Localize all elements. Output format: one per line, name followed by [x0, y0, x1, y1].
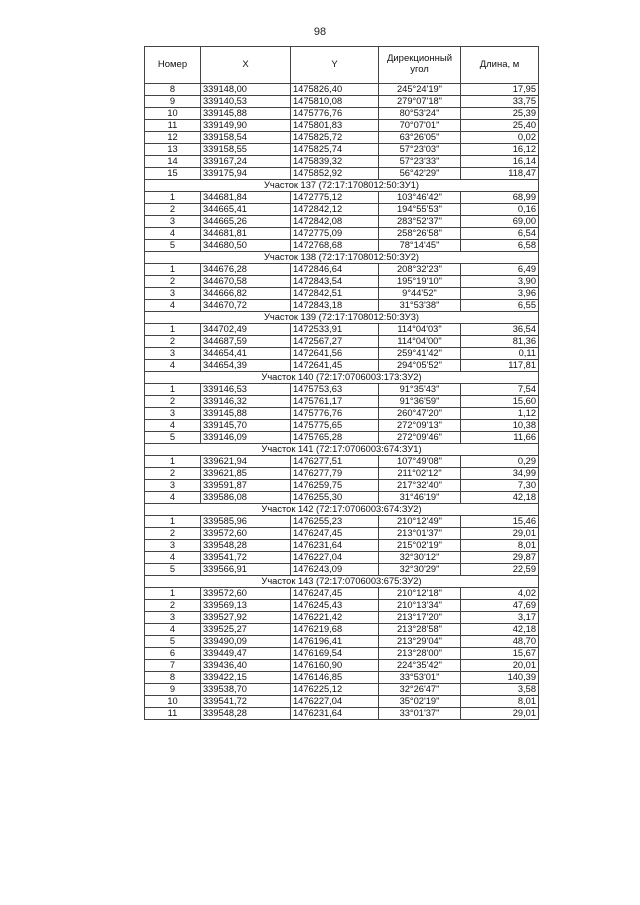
cell-length: 0,11 [461, 348, 539, 360]
cell-y: 1475776,76 [291, 408, 379, 420]
section-row [145, 372, 539, 384]
cell-number: 1 [145, 192, 201, 204]
cell-length: 47,69 [461, 600, 539, 612]
cell-y: 1476219,68 [291, 624, 379, 636]
cell-length: 36,54 [461, 324, 539, 336]
cell-x: 339569,13 [201, 600, 291, 612]
cell-length: 20,01 [461, 660, 539, 672]
table-row [145, 564, 539, 576]
cell-y: 1475852,92 [291, 168, 379, 180]
table-row [145, 288, 539, 300]
cell-x: 344666,82 [201, 288, 291, 300]
table-row [145, 132, 539, 144]
cell-direction-angle: 70°07'01" [379, 120, 461, 132]
cell-y: 1476259,75 [291, 480, 379, 492]
cell-x: 339538,70 [201, 684, 291, 696]
cell-x: 339149,90 [201, 120, 291, 132]
cell-y: 1472641,56 [291, 348, 379, 360]
cell-y: 1476169,54 [291, 648, 379, 660]
cell-y: 1472843,54 [291, 276, 379, 288]
table-row [145, 396, 539, 408]
cell-y: 1476247,45 [291, 528, 379, 540]
cell-y: 1475801,83 [291, 120, 379, 132]
cell-number: 4 [145, 420, 201, 432]
cell-x: 344670,58 [201, 276, 291, 288]
cell-direction-angle: 213°28'00" [379, 648, 461, 660]
cell-length: 29,01 [461, 708, 539, 720]
cell-x: 344654,41 [201, 348, 291, 360]
cell-number: 10 [145, 696, 201, 708]
cell-x: 344702,49 [201, 324, 291, 336]
cell-number: 11 [145, 120, 201, 132]
cell-direction-angle: 9°44'52" [379, 288, 461, 300]
cell-y: 1475776,76 [291, 108, 379, 120]
cell-number: 13 [145, 144, 201, 156]
cell-x: 344681,81 [201, 228, 291, 240]
cell-length: 69,00 [461, 216, 539, 228]
cell-x: 339158,54 [201, 132, 291, 144]
cell-length: 10,38 [461, 420, 539, 432]
cell-length: 3,96 [461, 288, 539, 300]
table-row [145, 144, 539, 156]
cell-length: 1,12 [461, 408, 539, 420]
cell-x: 339158,55 [201, 144, 291, 156]
cell-direction-angle: 63°26'05" [379, 132, 461, 144]
cell-x: 339525,27 [201, 624, 291, 636]
cell-y: 1472842,08 [291, 216, 379, 228]
cell-direction-angle: 35°02'19" [379, 696, 461, 708]
cell-length: 6,49 [461, 264, 539, 276]
cell-length: 68,99 [461, 192, 539, 204]
cell-number: 2 [145, 204, 201, 216]
section-title: Участок 137 (72:17:1708012:50:ЗУ1) [145, 180, 539, 192]
cell-y: 1476255,23 [291, 516, 379, 528]
cell-direction-angle: 272°09'46" [379, 432, 461, 444]
cell-number: 1 [145, 264, 201, 276]
coordinates-table [144, 46, 539, 720]
cell-length: 0,16 [461, 204, 539, 216]
cell-direction-angle: 215°02'19" [379, 540, 461, 552]
cell-number: 6 [145, 648, 201, 660]
cell-y: 1475826,40 [291, 84, 379, 96]
table-row [145, 204, 539, 216]
section-title: Участок 142 (72:17:0706003:674:ЗУ2) [145, 504, 539, 516]
cell-x: 339148,00 [201, 84, 291, 96]
cell-number: 2 [145, 528, 201, 540]
cell-length: 3,58 [461, 684, 539, 696]
cell-length: 25,40 [461, 120, 539, 132]
cell-y: 1472768,68 [291, 240, 379, 252]
cell-direction-angle: 32°30'12" [379, 552, 461, 564]
cell-y: 1472567,27 [291, 336, 379, 348]
table-row [145, 228, 539, 240]
cell-length: 42,18 [461, 624, 539, 636]
table-row [145, 708, 539, 720]
table-row [145, 264, 539, 276]
cell-number: 3 [145, 288, 201, 300]
cell-number: 4 [145, 552, 201, 564]
table-body [145, 84, 539, 720]
cell-length: 7,30 [461, 480, 539, 492]
cell-number: 3 [145, 480, 201, 492]
cell-y: 1476245,43 [291, 600, 379, 612]
section-row [145, 312, 539, 324]
cell-y: 1476243,09 [291, 564, 379, 576]
cell-y: 1472842,12 [291, 204, 379, 216]
table-row [145, 324, 539, 336]
header-direction-angle: Дирекционный угол [379, 47, 461, 84]
cell-length: 29,01 [461, 528, 539, 540]
cell-number: 4 [145, 624, 201, 636]
table-row [145, 480, 539, 492]
cell-x: 339621,85 [201, 468, 291, 480]
cell-number: 1 [145, 384, 201, 396]
section-row [145, 252, 539, 264]
cell-length: 15,46 [461, 516, 539, 528]
cell-number: 4 [145, 228, 201, 240]
cell-x: 339145,88 [201, 108, 291, 120]
cell-y: 1476146,85 [291, 672, 379, 684]
cell-number: 9 [145, 96, 201, 108]
cell-length: 0,02 [461, 132, 539, 144]
cell-direction-angle: 195°19'10" [379, 276, 461, 288]
cell-x: 339146,53 [201, 384, 291, 396]
cell-y: 1472846,64 [291, 264, 379, 276]
table-row [145, 348, 539, 360]
table-row [145, 360, 539, 372]
cell-length: 8,01 [461, 540, 539, 552]
cell-direction-angle: 213°29'04" [379, 636, 461, 648]
cell-direction-angle: 208°32'23" [379, 264, 461, 276]
cell-y: 1476227,04 [291, 552, 379, 564]
table-row [145, 420, 539, 432]
cell-length: 16,12 [461, 144, 539, 156]
cell-direction-angle: 33°01'37" [379, 708, 461, 720]
cell-number: 2 [145, 396, 201, 408]
cell-number: 7 [145, 660, 201, 672]
cell-x: 344680,50 [201, 240, 291, 252]
cell-direction-angle: 283°52'37" [379, 216, 461, 228]
cell-number: 1 [145, 588, 201, 600]
section-title: Участок 138 (72:17:1708012:50:ЗУ2) [145, 252, 539, 264]
cell-direction-angle: 213°17'20" [379, 612, 461, 624]
cell-number: 12 [145, 132, 201, 144]
table-row [145, 336, 539, 348]
table-row [145, 216, 539, 228]
cell-y: 1475765,28 [291, 432, 379, 444]
cell-x: 339548,28 [201, 540, 291, 552]
cell-length: 4,02 [461, 588, 539, 600]
cell-x: 339167,24 [201, 156, 291, 168]
cell-x: 339422,15 [201, 672, 291, 684]
cell-number: 3 [145, 216, 201, 228]
cell-number: 14 [145, 156, 201, 168]
table-row [145, 492, 539, 504]
table-row [145, 84, 539, 96]
table-row [145, 96, 539, 108]
cell-x: 339586,08 [201, 492, 291, 504]
cell-x: 339140,53 [201, 96, 291, 108]
cell-length: 34,99 [461, 468, 539, 480]
section-title: Участок 140 (72:17:0706003:173:ЗУ2) [145, 372, 539, 384]
cell-length: 3,17 [461, 612, 539, 624]
page-number: 98 [313, 26, 327, 38]
table-row [145, 528, 539, 540]
cell-direction-angle: 217°32'40" [379, 480, 461, 492]
table-row [145, 552, 539, 564]
cell-number: 5 [145, 240, 201, 252]
cell-direction-angle: 32°26'47" [379, 684, 461, 696]
table-row [145, 432, 539, 444]
cell-direction-angle: 57°23'03" [379, 144, 461, 156]
cell-x: 339436,40 [201, 660, 291, 672]
cell-length: 140,39 [461, 672, 539, 684]
table-row [145, 660, 539, 672]
cell-y: 1472533,91 [291, 324, 379, 336]
cell-length: 16,14 [461, 156, 539, 168]
cell-x: 339541,72 [201, 552, 291, 564]
cell-number: 3 [145, 348, 201, 360]
cell-x: 344654,39 [201, 360, 291, 372]
cell-number: 5 [145, 432, 201, 444]
cell-direction-angle: 279°07'18" [379, 96, 461, 108]
cell-direction-angle: 210°12'18" [379, 588, 461, 600]
cell-length: 48,70 [461, 636, 539, 648]
cell-direction-angle: 114°04'00" [379, 336, 461, 348]
cell-length: 7,54 [461, 384, 539, 396]
cell-length: 17,95 [461, 84, 539, 96]
cell-direction-angle: 259°41'42" [379, 348, 461, 360]
cell-length: 11,66 [461, 432, 539, 444]
section-title: Участок 143 (72:17:0706003:675:ЗУ2) [145, 576, 539, 588]
cell-direction-angle: 32°30'29" [379, 564, 461, 576]
cell-y: 1476231,64 [291, 540, 379, 552]
table-header-row [145, 47, 539, 84]
cell-direction-angle: 258°26'58" [379, 228, 461, 240]
header-y: Y [291, 47, 379, 84]
cell-direction-angle: 57°23'33" [379, 156, 461, 168]
cell-y: 1476160,90 [291, 660, 379, 672]
cell-x: 339175,94 [201, 168, 291, 180]
table-row [145, 384, 539, 396]
cell-y: 1475825,72 [291, 132, 379, 144]
cell-x: 339146,09 [201, 432, 291, 444]
table-row [145, 108, 539, 120]
cell-x: 344676,28 [201, 264, 291, 276]
cell-direction-angle: 80°53'24" [379, 108, 461, 120]
cell-direction-angle: 107°49'08" [379, 456, 461, 468]
section-row [145, 576, 539, 588]
cell-direction-angle: 211°02'12" [379, 468, 461, 480]
cell-x: 339541,72 [201, 696, 291, 708]
cell-y: 1476227,04 [291, 696, 379, 708]
cell-x: 339145,70 [201, 420, 291, 432]
cell-length: 29,87 [461, 552, 539, 564]
table-row [145, 636, 539, 648]
cell-x: 339145,88 [201, 408, 291, 420]
table-row [145, 648, 539, 660]
cell-x: 339566,91 [201, 564, 291, 576]
cell-number: 5 [145, 564, 201, 576]
cell-direction-angle: 33°53'01" [379, 672, 461, 684]
table-row [145, 612, 539, 624]
section-title: Участок 141 (72:17:0706003:674:ЗУ1) [145, 444, 539, 456]
cell-y: 1475810,08 [291, 96, 379, 108]
cell-y: 1476231,64 [291, 708, 379, 720]
cell-x: 339146,32 [201, 396, 291, 408]
cell-number: 4 [145, 492, 201, 504]
cell-number: 8 [145, 672, 201, 684]
cell-direction-angle: 213°01'37" [379, 528, 461, 540]
cell-number: 4 [145, 360, 201, 372]
cell-x: 339572,60 [201, 528, 291, 540]
cell-length: 6,58 [461, 240, 539, 252]
table-row [145, 408, 539, 420]
cell-y: 1472843,18 [291, 300, 379, 312]
cell-direction-angle: 245°24'19" [379, 84, 461, 96]
cell-x: 344687,59 [201, 336, 291, 348]
cell-number: 5 [145, 636, 201, 648]
cell-length: 6,54 [461, 228, 539, 240]
cell-length: 22,59 [461, 564, 539, 576]
cell-length: 15,67 [461, 648, 539, 660]
cell-length: 3,90 [461, 276, 539, 288]
table-row [145, 300, 539, 312]
cell-direction-angle: 31°53'38" [379, 300, 461, 312]
cell-y: 1476196,41 [291, 636, 379, 648]
cell-x: 339591,87 [201, 480, 291, 492]
table-row [145, 516, 539, 528]
header-number: Номер [145, 47, 201, 84]
cell-direction-angle: 213°28'58" [379, 624, 461, 636]
cell-x: 339572,60 [201, 588, 291, 600]
table-row [145, 468, 539, 480]
cell-length: 0,29 [461, 456, 539, 468]
cell-direction-angle: 210°13'34" [379, 600, 461, 612]
cell-x: 339621,94 [201, 456, 291, 468]
table-row [145, 276, 539, 288]
cell-x: 344670,72 [201, 300, 291, 312]
table-row [145, 672, 539, 684]
cell-x: 339490,09 [201, 636, 291, 648]
cell-direction-angle: 260°47'20" [379, 408, 461, 420]
cell-number: 4 [145, 300, 201, 312]
cell-length: 33,75 [461, 96, 539, 108]
cell-x: 344665,41 [201, 204, 291, 216]
cell-direction-angle: 91°36'59" [379, 396, 461, 408]
section-row [145, 504, 539, 516]
cell-number: 2 [145, 600, 201, 612]
cell-y: 1476225,12 [291, 684, 379, 696]
cell-y: 1476277,79 [291, 468, 379, 480]
cell-x: 339548,28 [201, 708, 291, 720]
cell-direction-angle: 78°14'45" [379, 240, 461, 252]
cell-x: 339449,47 [201, 648, 291, 660]
table-row [145, 240, 539, 252]
cell-y: 1472842,51 [291, 288, 379, 300]
cell-length: 118,47 [461, 168, 539, 180]
cell-number: 3 [145, 612, 201, 624]
cell-length: 81,36 [461, 336, 539, 348]
cell-x: 344665,26 [201, 216, 291, 228]
cell-length: 8,01 [461, 696, 539, 708]
cell-number: 2 [145, 336, 201, 348]
cell-x: 339585,96 [201, 516, 291, 528]
table-row [145, 696, 539, 708]
cell-length: 117,81 [461, 360, 539, 372]
table-row [145, 600, 539, 612]
header-x: X [201, 47, 291, 84]
cell-number: 1 [145, 516, 201, 528]
table-row [145, 156, 539, 168]
cell-length: 42,18 [461, 492, 539, 504]
table-row [145, 540, 539, 552]
cell-number: 2 [145, 276, 201, 288]
cell-direction-angle: 31°46'19" [379, 492, 461, 504]
cell-direction-angle: 294°05'52" [379, 360, 461, 372]
cell-direction-angle: 103°46'42" [379, 192, 461, 204]
cell-y: 1475839,32 [291, 156, 379, 168]
cell-number: 1 [145, 324, 201, 336]
cell-y: 1476255,30 [291, 492, 379, 504]
cell-direction-angle: 272°09'13" [379, 420, 461, 432]
cell-number: 8 [145, 84, 201, 96]
cell-y: 1475753,63 [291, 384, 379, 396]
cell-direction-angle: 56°42'29" [379, 168, 461, 180]
section-title: Участок 139 (72:17:1708012:50:ЗУ3) [145, 312, 539, 324]
table-row [145, 684, 539, 696]
cell-y: 1476221,42 [291, 612, 379, 624]
cell-y: 1472641,45 [291, 360, 379, 372]
cell-y: 1472775,12 [291, 192, 379, 204]
cell-number: 11 [145, 708, 201, 720]
section-row [145, 444, 539, 456]
cell-y: 1476247,45 [291, 588, 379, 600]
cell-length: 15,60 [461, 396, 539, 408]
cell-y: 1475775,65 [291, 420, 379, 432]
table-row [145, 456, 539, 468]
header-length: Длина, м [461, 47, 539, 84]
table-row [145, 192, 539, 204]
cell-y: 1475825,74 [291, 144, 379, 156]
cell-direction-angle: 114°04'03" [379, 324, 461, 336]
cell-length: 25,39 [461, 108, 539, 120]
cell-direction-angle: 194°55'53" [379, 204, 461, 216]
cell-number: 3 [145, 540, 201, 552]
cell-number: 15 [145, 168, 201, 180]
table-row [145, 120, 539, 132]
cell-x: 339527,92 [201, 612, 291, 624]
cell-direction-angle: 210°12'49" [379, 516, 461, 528]
cell-y: 1475761,17 [291, 396, 379, 408]
table-row [145, 588, 539, 600]
cell-number: 3 [145, 408, 201, 420]
cell-number: 2 [145, 468, 201, 480]
section-row [145, 180, 539, 192]
table-row [145, 624, 539, 636]
cell-y: 1472775,09 [291, 228, 379, 240]
cell-number: 1 [145, 456, 201, 468]
cell-direction-angle: 224°35'42" [379, 660, 461, 672]
cell-length: 6,55 [461, 300, 539, 312]
cell-number: 9 [145, 684, 201, 696]
cell-y: 1476277,51 [291, 456, 379, 468]
table-row [145, 168, 539, 180]
cell-direction-angle: 91°35'43" [379, 384, 461, 396]
cell-number: 10 [145, 108, 201, 120]
cell-x: 344681,84 [201, 192, 291, 204]
